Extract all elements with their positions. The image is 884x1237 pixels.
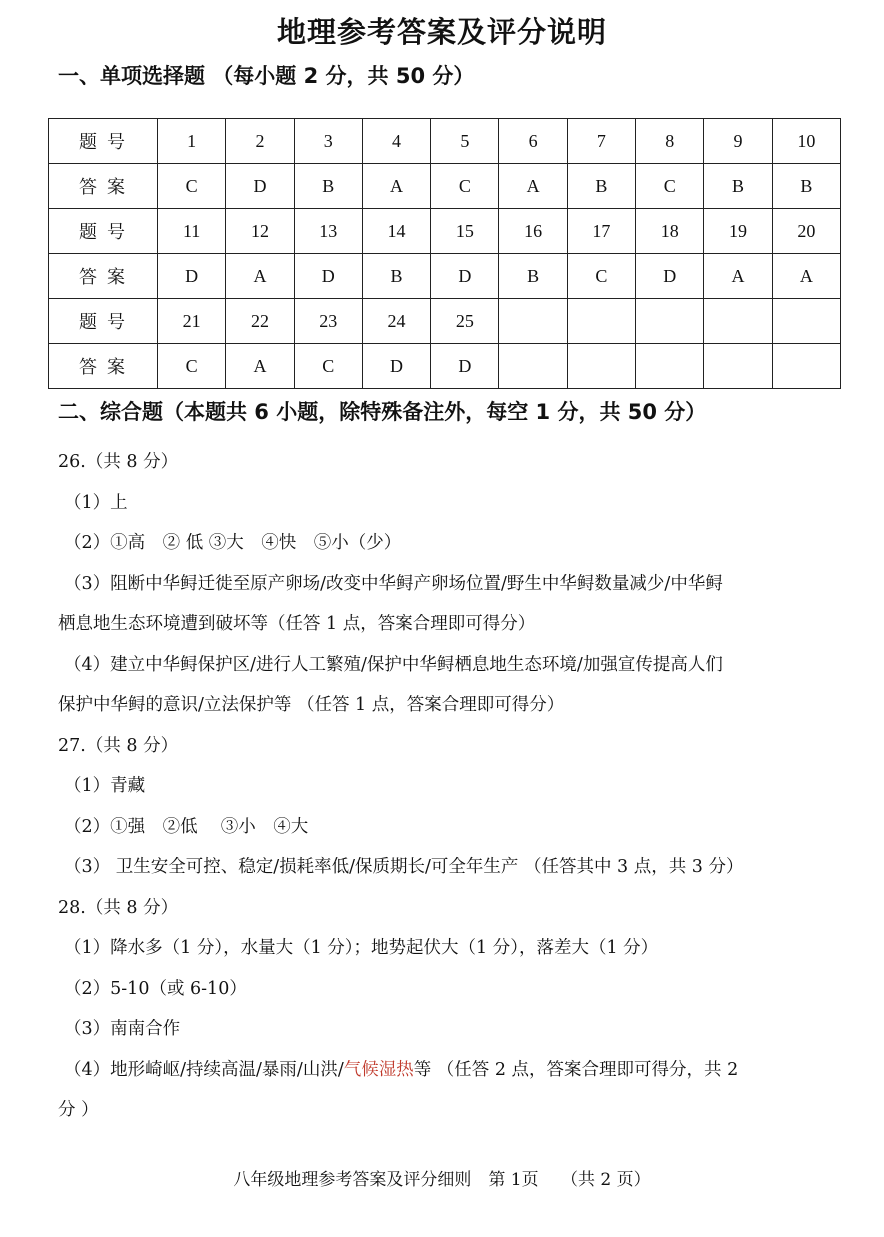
answer-cell: C — [294, 344, 362, 389]
question-label: 题号 — [49, 299, 158, 344]
answer-cell — [636, 344, 704, 389]
question-number-cell: 2 — [226, 119, 294, 164]
answer-cell: A — [499, 164, 567, 209]
question-number-cell — [636, 299, 704, 344]
answer-cell: B — [772, 164, 840, 209]
q27-header: 27.（共 8 分） — [58, 735, 179, 756]
question-number-cell: 3 — [294, 119, 362, 164]
question-number-cell: 7 — [567, 119, 635, 164]
question-number-cell: 4 — [362, 119, 430, 164]
answer-cell: D — [431, 344, 499, 389]
question-number-cell: 23 — [294, 299, 362, 344]
answer-cell — [499, 344, 567, 389]
question-number-cell: 19 — [704, 209, 772, 254]
answer-cell: B — [704, 164, 772, 209]
answer-cell: A — [362, 164, 430, 209]
q28-part4-post: 等 （任答 2 点，答案合理即可得分，共 2 — [413, 1059, 739, 1080]
answer-row — [49, 344, 841, 389]
answer-cell: D — [636, 254, 704, 299]
answer-cell: C — [567, 254, 635, 299]
q27-part2: （2）①强 ②低 ③小 ④大 — [64, 816, 309, 837]
answer-cell: A — [226, 344, 294, 389]
answer-cell — [772, 344, 840, 389]
answer-cell: D — [362, 344, 430, 389]
answer-cell: D — [226, 164, 294, 209]
answer-cell — [704, 344, 772, 389]
q26-part1: （1）上 — [64, 492, 128, 513]
question-row — [49, 209, 841, 254]
question-number-cell: 24 — [362, 299, 430, 344]
question-number-cell — [499, 299, 567, 344]
q26-header: 26.（共 8 分） — [58, 452, 179, 472]
answer-cell: B — [499, 254, 567, 299]
question-number-cell: 20 — [772, 209, 840, 254]
answer-table — [48, 118, 841, 389]
question-label: 题号 — [49, 209, 158, 254]
q28-part4-line1 — [58, 1050, 848, 1091]
page-title: 地理参考答案及评分说明 — [276, 15, 607, 49]
answer-cell: B — [362, 254, 430, 299]
answer-cell: D — [158, 254, 226, 299]
answer-row — [49, 164, 841, 209]
answer-cell: B — [567, 164, 635, 209]
answer-cell: A — [704, 254, 772, 299]
question-number-cell: 21 — [158, 299, 226, 344]
q28-part1: （1）降水多（1 分），水量大（1 分）；地势起伏大（1 分），落差大（1 分） — [64, 938, 659, 958]
page-footer: 八年级地理参考答案及评分细则 第 1页 （共 2 页） — [233, 1170, 651, 1190]
question-number-cell — [704, 299, 772, 344]
answer-row — [49, 254, 841, 299]
answer-cell: B — [294, 164, 362, 209]
answer-cell: D — [294, 254, 362, 299]
question-row — [49, 119, 841, 164]
question-number-cell: 5 — [431, 119, 499, 164]
question-number-cell: 1 — [158, 119, 226, 164]
q27-part1: （1）青藏 — [64, 776, 146, 796]
answer-cell: A — [226, 254, 294, 299]
answer-label: 答案 — [49, 164, 158, 209]
question-number-cell: 22 — [226, 299, 294, 344]
q26-part4-line2: 保护中华鲟的意识/立法保护等 （任答 1 点，答案合理即可得分） — [58, 695, 565, 715]
answer-cell: A — [772, 254, 840, 299]
q28-part4-highlight: 气候湿热 — [343, 1059, 414, 1080]
answer-cell: D — [431, 254, 499, 299]
answer-cell: C — [158, 164, 226, 209]
question-number-cell — [567, 299, 635, 344]
question-number-cell: 11 — [158, 209, 226, 254]
question-number-cell — [772, 299, 840, 344]
question-number-cell: 9 — [704, 119, 772, 164]
q26-part2: （2）①高 ② 低 ③大 ④快 ⑤小（少） — [64, 533, 402, 553]
q26-part4-line1: （4）建立中华鲟保护区/进行人工繁殖/保护中华鲟栖息地生态环境/加强宣传提高人们 — [64, 654, 723, 675]
question-number-cell: 25 — [431, 299, 499, 344]
question-number-cell: 6 — [499, 119, 567, 164]
question-number-cell: 13 — [294, 209, 362, 254]
q27-part3: （3） 卫生安全可控、稳定/损耗率低/保质期长/可全年生产 （任答其中 3 点，共 3 分） — [64, 857, 744, 877]
question-row — [49, 299, 841, 344]
answer-cell: C — [158, 344, 226, 389]
q26-part3-line1: （3）阻断中华鲟迁徙至原产卵场/改变中华鲟产卵场位置/野生中华鲟数量减少/中华鲟 — [64, 573, 723, 594]
q28-header: 28.（共 8 分） — [58, 897, 179, 918]
answer-cell: C — [636, 164, 704, 209]
question-number-cell: 18 — [636, 209, 704, 254]
question-number-cell: 8 — [636, 119, 704, 164]
answer-body — [58, 442, 848, 1131]
q28-part3: （3）南南合作 — [64, 1019, 181, 1039]
question-number-cell: 17 — [567, 209, 635, 254]
answer-cell: C — [431, 164, 499, 209]
section-heading-comprehensive: 二、综合题（本题共 6 小题，除特殊备注外，每空 1 分，共 50 分） — [58, 400, 707, 424]
q28-part4-line2: 分 ） — [58, 1100, 99, 1120]
question-number-cell: 15 — [431, 209, 499, 254]
answer-label: 答案 — [49, 254, 158, 299]
q28-part4-pre: （4）地形崎岖/持续高温/暴雨/山洪/ — [64, 1059, 344, 1080]
answer-cell — [567, 344, 635, 389]
q26-part3-line2: 栖息地生态环境遭到破坏等（任答 1 点，答案合理即可得分） — [58, 614, 536, 634]
question-number-cell: 10 — [772, 119, 840, 164]
question-number-cell: 16 — [499, 209, 567, 254]
section-heading-choice: 一、单项选择题 （每小题 2 分，共 50 分） — [58, 64, 475, 88]
answer-label: 答案 — [49, 344, 158, 389]
question-number-cell: 14 — [362, 209, 430, 254]
q28-part2: （2）5-10（或 6-10） — [64, 978, 247, 999]
question-number-cell: 12 — [226, 209, 294, 254]
question-label: 题号 — [49, 119, 158, 164]
